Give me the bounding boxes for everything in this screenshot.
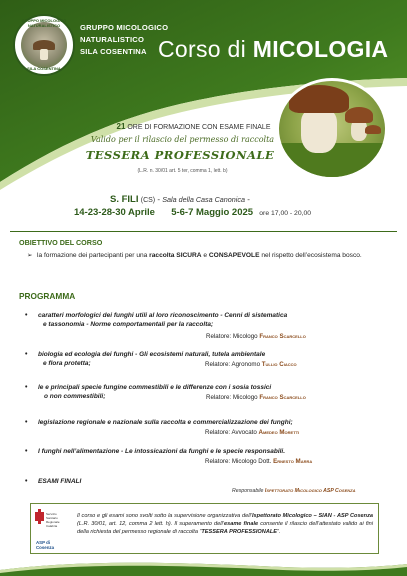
programme-item-line: legislazione regionale e nazionale sulla raccolta e commercializzazione dei funghi; bbox=[38, 419, 293, 426]
supervision-text-part: ”. bbox=[277, 529, 281, 535]
dates-april: 14-23-28-30 Aprile bbox=[74, 207, 155, 218]
speaker-name: Ernesto Marra bbox=[273, 458, 313, 465]
programme-item bbox=[25, 418, 374, 427]
supervision-text-part: consente il rilascio dell’attestato valido ai fini della richiesta del permesso regionale di raccolta “ bbox=[77, 521, 373, 535]
bullet-icon: • bbox=[25, 384, 28, 391]
speaker bbox=[205, 458, 312, 465]
dates-may: 5-6-7 Maggio 2025 bbox=[171, 207, 254, 218]
title-prefix: Corso di bbox=[158, 36, 253, 62]
moss-shape bbox=[279, 143, 388, 180]
course-time: ore 17,00 - 20,00 bbox=[259, 210, 312, 217]
programme-item bbox=[25, 447, 374, 456]
speaker-name: Franco Scarcello bbox=[259, 394, 306, 401]
venue-location bbox=[110, 194, 407, 205]
venue-place: Sala della Casa Canonica bbox=[162, 195, 245, 204]
bullet-icon: • bbox=[25, 448, 28, 455]
porcino-cap-shape bbox=[289, 85, 349, 113]
course-dates bbox=[74, 207, 404, 218]
responsible-label: Responsabile bbox=[232, 488, 265, 494]
speaker-role: Relatore: Agronomo bbox=[205, 361, 262, 368]
speaker-name: Tullio Ciacco bbox=[261, 361, 297, 368]
programme-item-line: I funghi nell’alimentazione - Le intossicazioni da funghi e le specie responsabili. bbox=[38, 448, 286, 455]
bullet-icon: • bbox=[25, 478, 28, 485]
asp-logo bbox=[33, 510, 69, 550]
porcino-stem-shape bbox=[301, 109, 337, 153]
objective-text-part: nel rispetto dell’ecosistema bosco. bbox=[259, 252, 362, 259]
bullet-icon: • bbox=[25, 312, 28, 319]
asp-logo-line: Sanitario bbox=[46, 516, 58, 520]
asp-logo-line: Calabria bbox=[46, 524, 58, 528]
asp-logo-line: Servizio bbox=[46, 512, 57, 516]
speaker bbox=[206, 394, 306, 401]
programme-item-line: caratteri morfologici dei funghi utili al loro riconoscimento - Cenni di sistematica bbox=[38, 312, 288, 319]
license-name: TESSERA PROFESSIONALE bbox=[85, 148, 275, 162]
objective-text bbox=[37, 251, 392, 261]
programme-heading: PROGRAMMA bbox=[19, 291, 76, 301]
objective-text-part: la formazione dei partecipanti per una bbox=[37, 252, 150, 259]
venue-dash: - bbox=[157, 195, 161, 204]
objective-emphasis: CONSAPEVOLE bbox=[208, 252, 260, 259]
objective-heading: OBIETTIVO DEL CORSO bbox=[19, 238, 103, 247]
supervision-note-box bbox=[30, 503, 379, 554]
header-banner bbox=[0, 0, 407, 205]
arrow-bullet-icon: ➢ bbox=[27, 252, 33, 259]
bullet-icon: • bbox=[25, 351, 28, 358]
programme-item-line: o non commestibili; bbox=[44, 393, 106, 401]
bottom-banner bbox=[0, 560, 407, 576]
venue-dash: - bbox=[247, 195, 250, 204]
programme-item-line: le e principali specie fungine commestibili e le differenze con i sosia tossici bbox=[38, 384, 272, 391]
asp-logo-text bbox=[46, 512, 60, 528]
training-hours bbox=[111, 122, 276, 131]
supervision-text bbox=[77, 512, 373, 536]
logo-emblem bbox=[21, 22, 67, 68]
objective-emphasis: raccolta SICURA bbox=[149, 252, 202, 259]
objective-text-part: e bbox=[201, 252, 209, 259]
venue-town: S. FILI bbox=[110, 194, 139, 205]
supervision-emphasis: esame finale bbox=[223, 521, 259, 527]
tiny-porcino-cap-shape bbox=[365, 125, 381, 134]
red-cross-icon bbox=[35, 512, 44, 521]
programme-item-line: e tassonomia - Norme comportamentali per la raccolta; bbox=[43, 321, 214, 329]
logo-text-bottom: SILA COSENTINA bbox=[27, 66, 61, 71]
supervision-emphasis: TESSERA PROFESSIONALE bbox=[201, 529, 278, 535]
programme-item-line: e flora protetta; bbox=[43, 360, 91, 368]
programme-item-line: ESAMI FINALI bbox=[38, 478, 82, 485]
course-purpose: Valido per il rilascio del permesso di raccolta bbox=[90, 135, 275, 144]
speaker bbox=[205, 361, 297, 368]
responsible-org: Ispettorato Micologico ASP Cosenza bbox=[264, 488, 356, 494]
association-logo bbox=[13, 14, 75, 76]
speaker-name: Franco Scarcello bbox=[259, 333, 306, 340]
asp-logo-line: Regionale bbox=[46, 520, 60, 524]
speaker-name: Amedeo Moretti bbox=[258, 429, 300, 436]
mushroom-stem-icon bbox=[40, 49, 48, 60]
speaker bbox=[205, 429, 299, 436]
speaker-role: Relatore: Avvocato bbox=[205, 429, 259, 436]
assoc-line-3: SILA COSENTINA bbox=[80, 47, 147, 56]
training-hours-number: 21 bbox=[116, 122, 126, 131]
association-name bbox=[80, 22, 168, 58]
programme-item bbox=[25, 311, 374, 330]
speaker-role: Relatore: Micologo Dott. bbox=[205, 458, 274, 465]
supervision-text-part: Il corso e gli esami sono svolti sotto la supervisione organizzativa dell’ bbox=[77, 513, 252, 519]
asp-logo-label: ASP di Cosenza bbox=[36, 540, 55, 550]
assoc-line-2: NATURALISTICO bbox=[80, 35, 145, 44]
speaker bbox=[206, 333, 306, 340]
logo-text-top: GRUPPO MICOLOGICO NATURALISTICO bbox=[21, 18, 67, 28]
bullet-icon: • bbox=[25, 419, 28, 426]
programme-item-line: biologia ed ecologia dei funghi - Gli ecosistemi naturali, tutela ambientale bbox=[38, 351, 266, 358]
speaker-role: Relatore: Micologo bbox=[206, 333, 260, 340]
title-main: MICOLOGIA bbox=[252, 36, 389, 62]
supervision-emphasis: Ispettorato Micologico – SIAN - ASP Cosenza bbox=[251, 513, 373, 519]
responsible-note bbox=[232, 488, 355, 494]
divider bbox=[10, 231, 397, 232]
training-hours-text: ORE DI FORMAZIONE CON ESAME FINALE bbox=[127, 124, 271, 131]
course-title bbox=[158, 36, 388, 63]
small-porcino-cap-shape bbox=[345, 107, 373, 123]
venue-province: (CS) bbox=[140, 197, 156, 204]
speaker-role: Relatore: Micologo bbox=[206, 394, 260, 401]
programme-item bbox=[25, 477, 374, 486]
assoc-line-1: GRUPPO MICOLOGICO bbox=[80, 23, 169, 32]
supervision-text-part: (L.R. 30/01, art. 12, comma 2 lett. h). Il superamento dell’ bbox=[77, 521, 224, 527]
law-reference: (L.R. n. 30/01 art. 5 ter, comma 1, lett. b) bbox=[137, 168, 228, 174]
porcini-photo bbox=[276, 78, 388, 180]
